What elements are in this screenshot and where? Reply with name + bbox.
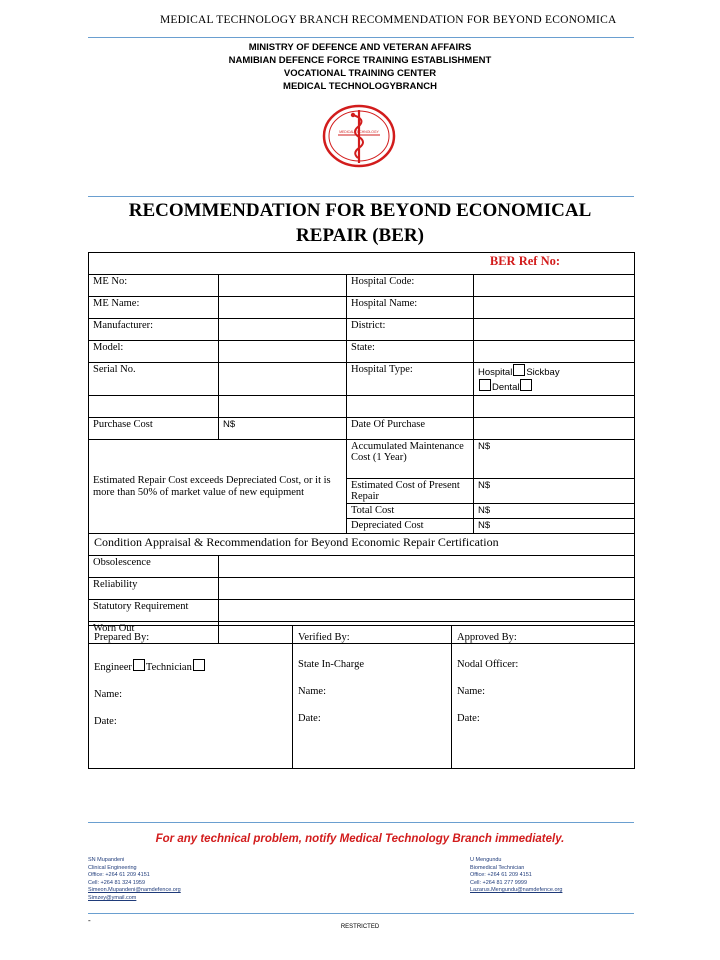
restricted-label: RESTRICTED [340, 924, 380, 930]
obsolescence-field[interactable] [219, 556, 635, 578]
contact-email[interactable]: Lazarus.Mengundu@namdefence.org [470, 887, 563, 894]
estimated-cost-label: Estimated Cost of Present Repair [347, 479, 474, 504]
logo-text: MEDICAL TECHNOLOGY [339, 130, 379, 134]
prepared-by-block[interactable] [89, 626, 293, 769]
approved-date-label: Date: [457, 713, 480, 724]
me-name-field[interactable] [219, 297, 347, 319]
obsolescence-label: Obsolescence [89, 556, 219, 578]
hospital-code-label: Hospital Code: [347, 275, 474, 297]
contact-line: Cell: +264 81 324 1959 [88, 879, 146, 886]
hospital-type-options [474, 363, 635, 396]
form-row [89, 297, 635, 319]
estimate-criteria-text: Estimated Repair Cost exceeds Depreciated Cost, or it is more than 50% of market value of new equipment [89, 440, 347, 534]
model-field[interactable] [219, 341, 347, 363]
district-field[interactable] [474, 319, 635, 341]
district-label: District: [347, 319, 474, 341]
contact-line: Biomedical Technician [470, 864, 525, 871]
blank-field[interactable] [474, 396, 635, 418]
right-contact-block [470, 857, 562, 895]
date-of-purchase-field[interactable] [474, 418, 635, 440]
form-row [89, 418, 635, 440]
state-label: State: [347, 341, 474, 363]
engineer-checkbox[interactable] [133, 659, 145, 671]
contact-line: U Mengundu [470, 857, 502, 863]
prepared-role [94, 659, 287, 673]
contact-line: Office: +264 61 209 4151 [88, 872, 150, 879]
prepared-by-label: Prepared By: [94, 632, 150, 643]
prepared-date-label: Date: [94, 716, 117, 727]
dental-checkbox[interactable] [520, 379, 532, 391]
approved-by-block[interactable] [452, 626, 635, 769]
statutory-field[interactable] [219, 600, 635, 622]
verified-name-label: Name: [298, 686, 326, 697]
sickbay-checkbox[interactable] [479, 379, 491, 391]
type-hospital-label: Hospital [478, 367, 513, 378]
condition-row [89, 556, 635, 578]
form-row [89, 341, 635, 363]
reliability-label: Reliability [89, 578, 219, 600]
contact-email[interactable]: Simzey@ymail.com [88, 894, 137, 901]
condition-row [89, 600, 635, 622]
verified-by-label: Verified By: [298, 632, 350, 643]
technician-label: Technician [145, 662, 192, 673]
hospital-code-field[interactable] [474, 275, 635, 297]
manufacturer-field[interactable] [219, 319, 347, 341]
approved-by-label: Approved By: [457, 632, 517, 643]
statutory-label: Statutory Requirement [89, 600, 219, 622]
ber-ref-label: BER Ref No: [89, 253, 635, 275]
header-rule [88, 37, 634, 38]
contact-line: Clinical Engineering [88, 864, 137, 871]
approved-name-label: Name: [457, 686, 485, 697]
org-line-training-center: VOCATIONAL TRAINING CENTER [283, 68, 437, 79]
condition-heading-row [89, 534, 635, 556]
blank-cell [347, 396, 474, 418]
document-title-line2: REPAIR (BER) [296, 225, 424, 246]
type-dental-label: Dental [492, 382, 520, 393]
condition-row [89, 578, 635, 600]
serial-no-label: Serial No. [89, 363, 219, 396]
hospital-checkbox[interactable] [513, 364, 525, 376]
form-row-blank [89, 396, 635, 418]
prepared-name-label: Name: [94, 689, 122, 700]
signature-row [89, 626, 635, 769]
total-cost-field[interactable]: N$ [474, 504, 635, 519]
estimated-cost-field[interactable]: N$ [474, 479, 635, 504]
me-name-label: ME Name: [89, 297, 219, 319]
contact-line: Cell: +264 81 277 9999 [470, 879, 528, 886]
title-rule [88, 196, 634, 197]
medical-technology-logo [322, 104, 396, 168]
hospital-name-field[interactable] [474, 297, 635, 319]
contact-email[interactable]: Simeon.Mupandeni@namdefence.org [88, 887, 181, 894]
org-line-branch: MEDICAL TECHNOLOGYBRANCH [283, 81, 437, 92]
running-header: MEDICAL TECHNOLOGY BRANCH RECOMMENDATION FOR BEYOND ECONOMICA [160, 14, 617, 26]
footer-mark: - [88, 916, 91, 925]
signature-table [88, 625, 635, 769]
left-contact-block [88, 857, 181, 903]
form-row [89, 440, 635, 479]
contact-line: Office: +264 61 209 4151 [470, 872, 532, 879]
manufacturer-label: Manufacturer: [89, 319, 219, 341]
serial-no-field[interactable] [219, 363, 347, 396]
state-in-charge-label: State In-Charge [298, 659, 364, 670]
form-row [89, 275, 635, 297]
nodal-officer-label: Nodal Officer: [457, 659, 519, 670]
hospital-name-label: Hospital Name: [347, 297, 474, 319]
blank-cell [89, 396, 219, 418]
ber-form-table [88, 252, 635, 644]
hospital-type-label: Hospital Type: [347, 363, 474, 396]
contact-line: SN Mupandeni [88, 857, 125, 863]
type-sickbay-label: Sickbay [526, 367, 560, 378]
state-field[interactable] [474, 341, 635, 363]
date-of-purchase-label: Date Of Purchase [347, 418, 474, 440]
depreciated-cost-label: Depreciated Cost [347, 519, 474, 534]
accumulated-cost-field[interactable]: N$ [474, 440, 635, 479]
model-label: Model: [89, 341, 219, 363]
technician-checkbox[interactable] [193, 659, 205, 671]
depreciated-cost-field[interactable]: N$ [474, 519, 635, 534]
org-line-establishment: NAMIBIAN DEFENCE FORCE TRAINING ESTABLISHMENT [228, 55, 492, 66]
me-no-field[interactable] [219, 275, 347, 297]
verified-by-block[interactable] [293, 626, 452, 769]
form-row [89, 319, 635, 341]
worn-out-label: Worn Out [89, 622, 219, 644]
engineer-label: Engineer [94, 662, 132, 673]
org-line-ministry: MINISTRY OF DEFENCE AND VETERAN AFFAIRS [248, 42, 472, 53]
verified-date-label: Date: [298, 713, 321, 724]
me-no-label: ME No: [89, 275, 219, 297]
ber-ref-row [89, 253, 635, 275]
purchase-cost-label: Purchase Cost [89, 418, 219, 440]
technical-notice: For any technical problem, notify Medical Technology Branch immediately. [155, 833, 565, 845]
form-row [89, 363, 635, 396]
document-title-line1: RECOMMENDATION FOR BEYOND ECONOMICAL [128, 200, 592, 221]
reliability-field[interactable] [219, 578, 635, 600]
footer-rule-bottom [88, 913, 634, 914]
footer-rule-top [88, 822, 634, 823]
accumulated-cost-label: Accumulated Maintenance Cost (1 Year) [347, 440, 474, 479]
condition-heading: Condition Appraisal & Recommendation for Beyond Economic Repair Certification [89, 534, 635, 556]
total-cost-label: Total Cost [347, 504, 474, 519]
purchase-cost-field[interactable]: N$ [219, 418, 347, 440]
blank-field[interactable] [219, 396, 347, 418]
